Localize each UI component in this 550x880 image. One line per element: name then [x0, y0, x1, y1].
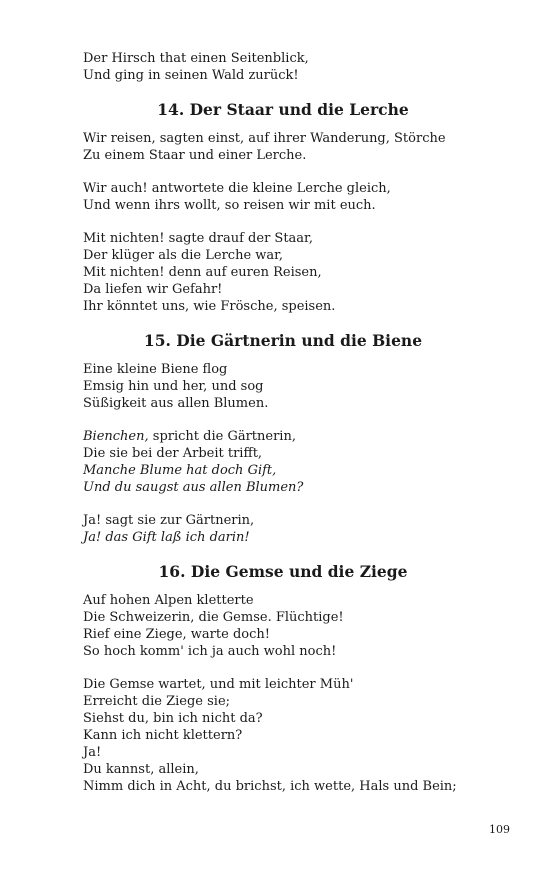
poem-line: Ja! sagt sie zur Gärtnerin,: [83, 513, 255, 528]
poem-line: Zu einem Staar und einer Lerche.: [83, 148, 307, 163]
poem-14-stanza-2: [83, 180, 483, 214]
poem-line: Mit nichten! sagte drauf der Staar,: [83, 231, 313, 246]
poem-16-stanza-1: [83, 592, 483, 660]
poem-15-title: 15. Die Gärtnerin und die Biene: [143, 331, 423, 350]
line-rest: spricht die Gärtnerin,: [148, 429, 296, 444]
poem-15-stanza-2: [83, 428, 483, 496]
poem-line: Du kannst, allein,: [83, 762, 199, 777]
poem-line: Der klüger als die Lerche war,: [83, 248, 284, 263]
poem-line: Die sie bei der Arbeit trifft,: [83, 446, 263, 461]
poem-16-title: 16. Die Gemse und die Ziege: [158, 562, 408, 581]
poem-line: Und wenn ihrs wollt, so reisen wir mit euch.: [83, 198, 376, 213]
poem-line: Eine kleine Biene flog: [83, 362, 228, 377]
poem-line: Siehst du, bin ich nicht da?: [83, 711, 263, 726]
poem-15-stanza-3: [83, 512, 483, 546]
poem-14-stanza-3: [83, 230, 483, 315]
poem-14-stanza-1: [83, 130, 483, 164]
poem-line-italic: Und du saugst aus allen Blumen?: [83, 480, 304, 495]
poem-line: Mit nichten! denn auf euren Reisen,: [83, 265, 322, 280]
poem-line-italic: Manche Blume hat doch Gift,: [83, 463, 277, 478]
poem-line: Wir reisen, sagten einst, auf ihrer Wanderung, Störche: [83, 131, 446, 146]
poem-line: Die Gemse wartet, und mit leichter Müh': [83, 677, 354, 692]
poem-line: Kann ich nicht klettern?: [83, 728, 243, 743]
poem-14-title: 14. Der Staar und die Lerche: [157, 100, 409, 119]
poem-line: Die Schweizerin, die Gemse. Flüchtige!: [83, 610, 344, 625]
poem-line: Ihr könntet uns, wie Frösche, speisen.: [83, 299, 336, 314]
poem-line-italic: Ja! das Gift laß ich darin!: [83, 530, 250, 545]
italic-word: Bienchen,: [83, 429, 149, 444]
poem-16-stanza-2: [83, 676, 483, 795]
poem-line: Und ging in seinen Wald zurück!: [83, 68, 299, 83]
poem-15-stanza-1: [83, 361, 483, 412]
intro-stanza: [83, 50, 483, 84]
poem-line: Nimm dich in Acht, du brichst, ich wette, Hals und Bein;: [83, 779, 457, 794]
poem-line: Emsig hin und her, und sog: [83, 379, 264, 394]
poem-line: Da liefen wir Gefahr!: [83, 282, 223, 297]
poem-line: [83, 428, 483, 445]
poem-line: Der Hirsch that einen Seitenblick,: [83, 51, 309, 66]
poem-line: Wir auch! antwortete die kleine Lerche gleich,: [83, 181, 391, 196]
poem-line: Auf hohen Alpen kletterte: [83, 593, 254, 608]
poem-line: Ja!: [83, 745, 102, 760]
poem-line: Erreicht die Ziege sie;: [83, 694, 231, 709]
poem-line: Süßigkeit aus allen Blumen.: [83, 396, 269, 411]
poem-line: Rief eine Ziege, warte doch!: [83, 627, 270, 642]
page-body: [83, 50, 483, 811]
poem-line: So hoch komm' ich ja auch wohl noch!: [83, 644, 337, 659]
page-number: 109: [489, 823, 510, 836]
